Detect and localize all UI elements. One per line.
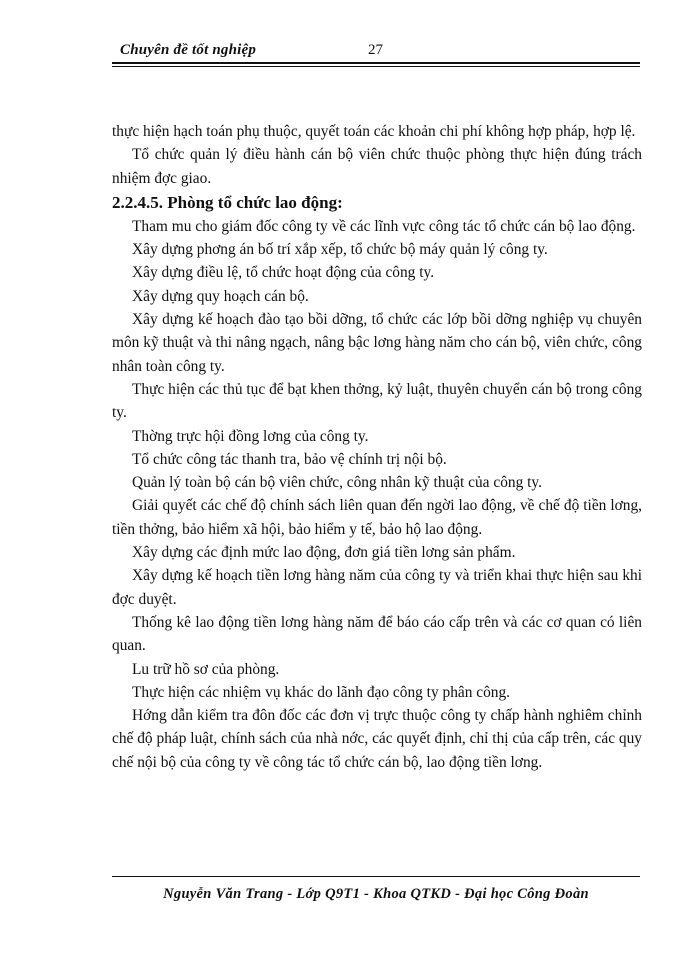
header-rule	[112, 62, 640, 64]
page-number: 27	[368, 42, 383, 58]
paragraph: Thực hiện các nhiệm vụ khác do lãnh đạo công ty phân công.	[132, 683, 511, 701]
paragraph: Quản lý toàn bộ cán bộ viên chức, công nhân kỹ thuật của công ty.	[132, 474, 542, 492]
paragraph: Xây dựng các định mức lao động, đơn giá tiền lơng sản phẩm.	[132, 544, 516, 562]
document-title: Chuyên đề tốt nghiệp	[120, 42, 257, 58]
paragraph: Thực hiện các thủ tục để bạt khen thởng, kỷ luật, thuyên chuyển cán bộ trong công ty.	[112, 380, 642, 422]
paragraph: Thống kê lao động tiền lơng hàng năm để báo cáo cấp trên và các cơ quan có liên quan.	[112, 613, 642, 655]
paragraph: Xây dựng quy hoạch cán bộ.	[132, 287, 309, 305]
paragraph: Giải quyết các chế độ chính sách liên quan đến ngời lao động, về chế độ tiền lơng, tiền thởng, bảo hiểm xã hội, bảo hiểm y tế, bảo hộ lao động.	[112, 497, 642, 538]
paragraph: Xây dựng điều lệ, tổ chức hoạt động của công ty.	[132, 264, 435, 282]
paragraph: Xây dựng phơng án bố trí xắp xếp, tổ chức bộ máy quản lý công ty.	[132, 241, 548, 259]
paragraph: Thờng trực hội đồng lơng của công ty.	[132, 427, 369, 445]
paragraph: Xây dựng kế hoạch tiền lơng hàng năm của công ty và triển khai thực hiện sau khi đợc duyệt.	[112, 567, 642, 608]
paragraph: Xây dựng kế hoạch đào tạo bồi dỡng, tổ chức các lớp bồi dỡng nghiệp vụ chuyên môn kỹ thuật và thi nâng ngạch, nâng bậc lơng hàng năm cho cán bộ, viên chức, công nhân toàn công ty.	[112, 311, 642, 375]
paragraph: Hớng dẫn kiểm tra đôn đốc các đơn vị trực thuộc công ty chấp hành nghiêm chỉnh chế độ pháp luật, chính sách của nhà nớc, các quyết định, chỉ thị của cấp trên, các quy chế nội bộ của công ty về công tác tổ chức cán bộ, lao động tiền lơng.	[112, 707, 642, 771]
page-footer	[112, 876, 640, 916]
section-heading: 2.2.4.5. Phòng tổ chức lao động:	[112, 192, 343, 212]
page-body	[112, 120, 642, 774]
paragraph: Tổ chức quản lý điều hành cán bộ viên chức thuộc phòng thực hiện đúng trách nhiệm đợc giao.	[112, 146, 642, 187]
paragraph: thực hiện hạch toán phụ thuộc, quyết toán các khoản chi phí không hợp pháp, hợp lệ.	[112, 123, 636, 140]
paragraph: Lu trữ hồ sơ của phòng.	[132, 660, 280, 678]
header-rule-thin	[112, 66, 640, 67]
paragraph: Tham mu cho giám đốc công ty về các lĩnh vực công tác tổ chức cán bộ lao động.	[132, 217, 636, 235]
paragraph: Tổ chức công tác thanh tra, bảo vệ chính trị nội bộ.	[132, 450, 447, 468]
footer-text: Nguyễn Văn Trang - Lớp Q9T1 - Khoa QTKD - Đại học Công Đoàn	[163, 886, 589, 902]
page-header	[112, 38, 640, 68]
footer-rule	[112, 876, 640, 877]
